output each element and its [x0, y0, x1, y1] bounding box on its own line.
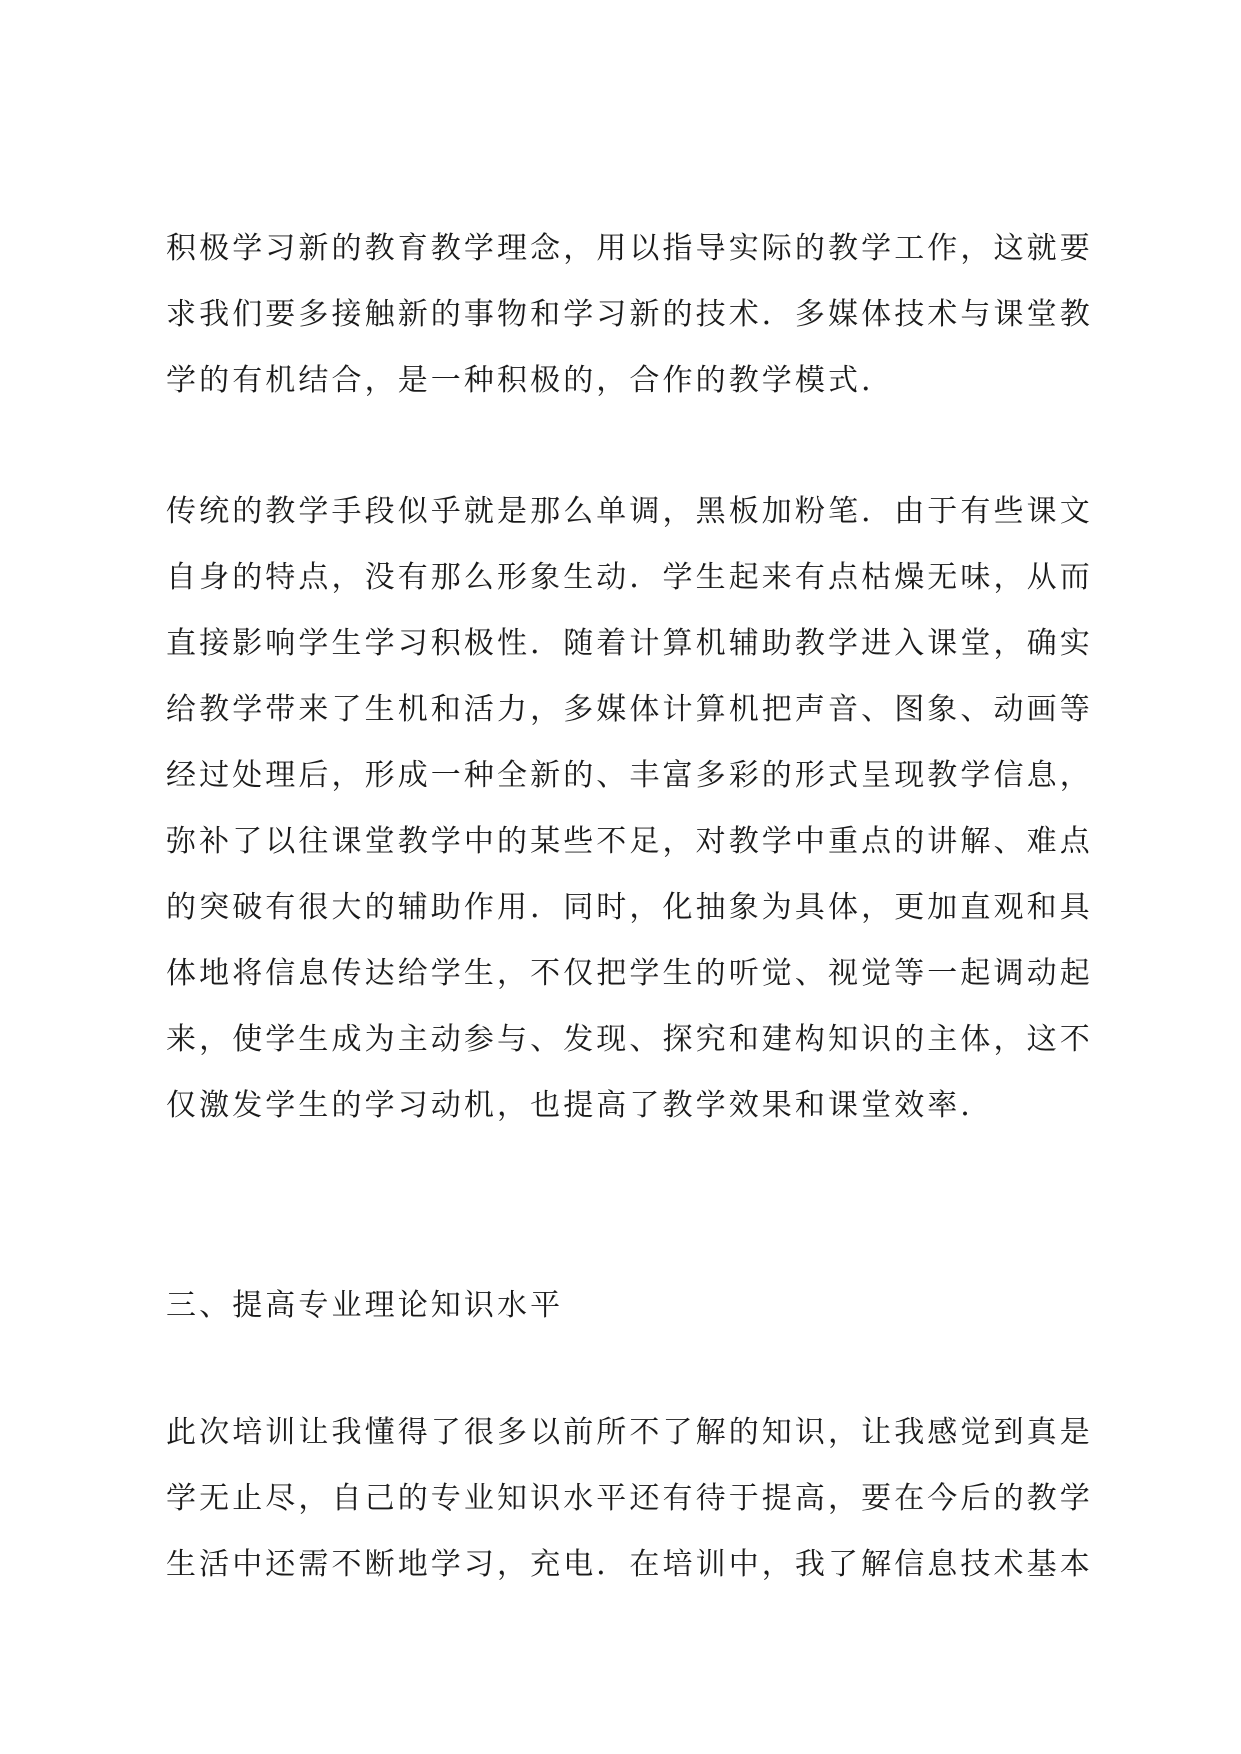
paragraph-2-line-5: 经过处理后，形成一种全新的、丰富多彩的形式呈现教学信息， — [166, 758, 1093, 793]
paragraph-2-line-3: 直接影响学生学习积极性．随着计算机辅助教学进入课堂，确实 — [166, 626, 1093, 661]
paragraph-2-line-10: 仅激发学生的学习动机，也提高了教学效果和课堂效率． — [166, 1088, 994, 1123]
paragraph-3-line-1: 此次培训让我懂得了很多以前所不了解的知识，让我感觉到真是 — [166, 1415, 1093, 1450]
paragraph-3-line-2: 学无止尽，自己的专业知识水平还有待于提高，要在今后的教学 — [166, 1481, 1093, 1516]
paragraph-2-line-8: 体地将信息传达给学生，不仅把学生的听觉、视觉等一起调动起 — [166, 956, 1093, 991]
paragraph-2-line-9: 来，使学生成为主动参与、发现、探究和建构知识的主体，这不 — [166, 1022, 1093, 1057]
paragraph-1-line-3: 学的有机结合，是一种积极的，合作的教学模式． — [166, 363, 895, 398]
section-heading: 三、提高专业理论知识水平 — [166, 1288, 564, 1323]
paragraph-2-line-4: 给教学带来了生机和活力，多媒体计算机把声音、图象、动画等 — [166, 692, 1093, 727]
paragraph-1-line-2: 求我们要多接触新的事物和学习新的技术．多媒体技术与课堂教 — [166, 297, 1093, 332]
paragraph-2-line-6: 弥补了以往课堂教学中的某些不足，对教学中重点的讲解、难点 — [166, 824, 1093, 859]
paragraph-3-line-3: 生活中还需不断地学习，充电．在培训中，我了解信息技术基本 — [166, 1547, 1093, 1582]
paragraph-1-line-1: 积极学习新的教育教学理念，用以指导实际的教学工作，这就要 — [166, 231, 1093, 266]
paragraph-2-line-7: 的突破有很大的辅助作用．同时，化抽象为具体，更加直观和具 — [166, 890, 1093, 925]
paragraph-2-line-2: 自身的特点，没有那么形象生动．学生起来有点枯燥无味，从而 — [166, 560, 1093, 595]
paragraph-2-line-1: 传统的教学手段似乎就是那么单调，黑板加粉笔．由于有些课文 — [166, 494, 1093, 529]
